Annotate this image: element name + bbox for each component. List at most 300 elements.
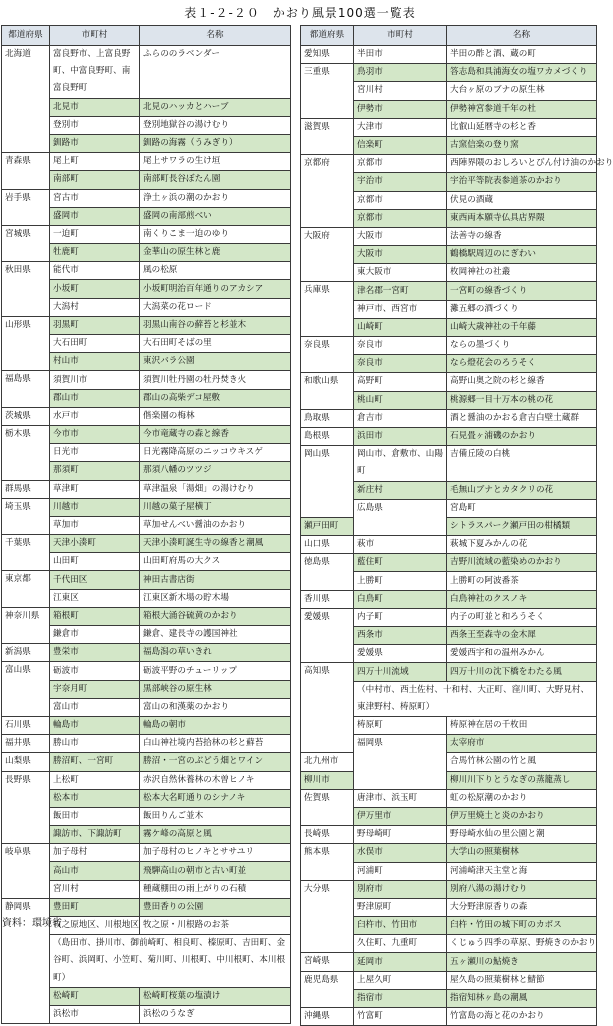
municipality-list-cell: （中村市、西土佐村、十和村、大正町、窪川町、大野見村、東津野村、梼原町） — [354, 681, 597, 716]
table-row — [301, 409, 597, 427]
scenery-name-cell: 上勝町の阿波番茶 — [447, 572, 597, 590]
table-row — [301, 554, 597, 572]
prefecture-cell: 静岡県 — [2, 898, 50, 1023]
table-row — [301, 64, 597, 82]
municipality-cell: 鳥羽市 — [354, 64, 447, 82]
scenery-name-cell: シトラスパーク瀬戸田の柑橘類 — [447, 517, 597, 535]
prefecture-cell: 鳥取県 — [301, 409, 354, 427]
table-row — [2, 844, 291, 862]
table-row — [301, 373, 597, 391]
scenery-name-cell: 法善寺の線香 — [447, 227, 597, 245]
municipality-cell: 郡山市 — [50, 389, 140, 407]
municipality-cell: 上勝町 — [354, 572, 447, 590]
header-city: 市町村 — [50, 26, 140, 46]
prefecture-cell: 長崎県 — [301, 826, 354, 844]
municipality-cell: 千代田区 — [50, 571, 140, 589]
municipality-cell: 内子町 — [354, 608, 447, 626]
table-row — [2, 753, 291, 771]
municipality-cell: 川越市 — [50, 498, 140, 516]
municipality-cell: 羽黒町 — [50, 316, 140, 334]
municipality-cell: 京都市 — [354, 191, 447, 209]
municipality-cell: 宇奈月町 — [50, 680, 140, 698]
table-row — [301, 446, 597, 481]
municipality-cell: 牡鹿町 — [50, 244, 140, 262]
table-row — [301, 663, 597, 681]
table-row — [301, 282, 597, 300]
table-row — [2, 644, 291, 662]
municipality-cell: 臼杵市、竹田市 — [354, 917, 447, 935]
left-table-body — [2, 46, 291, 1024]
municipality-cell: 村山市 — [50, 353, 140, 371]
prefecture-cell: 岩手県 — [2, 189, 50, 225]
scenery-name-cell: 釧路の海霧（うみぎり） — [140, 134, 291, 152]
scenery-name-cell: 屋久島の照葉樹林と鯖節 — [447, 971, 597, 989]
right-table — [300, 25, 613, 1026]
header-name: 名称 — [447, 26, 597, 46]
municipality-cell: 別府市 — [354, 880, 447, 898]
scenery-name-cell: 四万十川の沈下橋をわたる風 — [447, 663, 597, 681]
scenery-name-cell: 伊勢神宮参道千年の杜 — [447, 100, 597, 118]
municipality-cell: 松本市 — [50, 789, 140, 807]
scenery-name-cell: 北見のハッカとハーブ — [140, 98, 291, 116]
municipality-cell: 一迫町 — [50, 225, 140, 243]
municipality-cell: 豊田町 — [50, 898, 140, 916]
municipality-cell: 岡山市、倉敷市、山陽町 — [354, 446, 447, 481]
municipality-cell: 上屋久町 — [354, 971, 447, 989]
table-row — [2, 225, 291, 243]
municipality-cell: 箱根町 — [50, 607, 140, 625]
municipality-cell: 伊万里市 — [354, 807, 447, 825]
prefecture-cell: 秋田県 — [2, 262, 50, 317]
left-table — [1, 25, 291, 1024]
municipality-cell: 勝沼町、一宮町 — [50, 753, 140, 771]
municipality-cell: 須賀川市 — [50, 371, 140, 389]
scenery-name-cell: 鶴橋駅周辺のにぎわい — [447, 246, 597, 264]
scenery-name-cell: 浜松のうなぎ — [140, 1006, 291, 1024]
table-row — [2, 716, 291, 734]
prefecture-cell: 徳島県 — [301, 554, 354, 590]
scenery-name-cell: 盛岡の南部煎べい — [140, 207, 291, 225]
table-row — [301, 46, 597, 64]
prefecture-cell: 新潟県 — [2, 644, 50, 662]
scenery-name-cell: 大台ヶ原のブナの原生林 — [447, 82, 597, 100]
scenery-name-cell: 輪島の朝市 — [140, 716, 291, 734]
municipality-cell: 大石田町 — [50, 335, 140, 353]
scenery-name-cell: 灘五郷の酒づくり — [447, 300, 597, 318]
scenery-name-cell: 加子母村のヒノキとササユリ — [140, 844, 291, 862]
table-row — [301, 844, 597, 862]
municipality-list-cell: （島田市、掛川市、御前崎町、相良町、榛原町、吉田町、金谷町、浜岡町、小笠町、菊川町、川根町、中川根町、本川根町） — [50, 935, 291, 988]
scenery-name-cell: 河浦崎津天主堂と海 — [447, 862, 597, 880]
table-row — [2, 189, 291, 207]
table-row — [301, 590, 597, 608]
municipality-cell: 今市市 — [50, 425, 140, 443]
municipality-cell: 宇治市 — [354, 173, 447, 191]
scenery-name-cell: 東沢バラ公園 — [140, 353, 291, 371]
prefecture-cell: 沖縄県 — [301, 1008, 354, 1026]
table-row — [301, 155, 597, 173]
municipality-cell: 日光市 — [50, 444, 140, 462]
prefecture-cell: 北海道 — [2, 46, 50, 153]
municipality-cell: 山田町 — [50, 553, 140, 571]
scenery-name-cell: 西条王至森寺の金木犀 — [447, 627, 597, 645]
scenery-name-cell: 酒と醤油のかおる倉吉白壁土蔵群 — [447, 409, 597, 427]
table-row — [301, 880, 597, 898]
municipality-cell: 河浦町 — [354, 862, 447, 880]
municipality-cell: 藍住町 — [354, 554, 447, 572]
header-name: 名称 — [140, 26, 291, 46]
scenery-name-cell: 登別地獄谷の湯けむり — [140, 116, 291, 134]
scenery-name-cell: 砺波平野のチューリップ — [140, 662, 291, 680]
prefecture-cell: 長野県 — [2, 771, 50, 844]
prefecture-cell: 宮崎県 — [301, 953, 354, 971]
left-table-header — [2, 26, 291, 46]
scenery-name-cell: 牧之原・川根路のお茶 — [140, 917, 291, 935]
scenery-name-cell: ならの墨づくり — [447, 337, 597, 355]
scenery-name-cell: 比叡山延暦寺の杉と香 — [447, 118, 597, 136]
municipality-cell: 輪島市 — [50, 716, 140, 734]
municipality-cell: 高山市 — [50, 862, 140, 880]
municipality-cell: 京都市 — [354, 155, 447, 173]
municipality-cell: 四万十川流域 — [354, 663, 447, 681]
prefecture-cell: 山口県 — [301, 536, 354, 554]
scenery-name-cell: 南部町長谷ぼたん園 — [140, 171, 291, 189]
municipality-cell: 唐津市、浜玉町 — [354, 789, 447, 807]
prefecture-cell: 宮城県 — [2, 225, 50, 261]
table-row — [2, 262, 291, 280]
municipality-cell: 宮川村 — [50, 880, 140, 898]
right-table-body — [301, 46, 613, 1026]
scenery-name-cell: 野母崎水仙の里公園と潮 — [447, 826, 597, 844]
municipality-cell: 能代市 — [50, 262, 140, 280]
municipality-cell: 信楽町 — [354, 136, 447, 154]
table-row — [2, 371, 291, 389]
prefecture-cell: 島根県 — [301, 427, 354, 445]
municipality-cell: 砺波市 — [50, 662, 140, 680]
header-pref: 都道府県 — [301, 26, 354, 46]
municipality-cell: 浜田市 — [354, 427, 447, 445]
municipality-cell: 竹富町 — [354, 1008, 447, 1026]
scenery-name-cell: 毛無山ブナとカタクリの花 — [447, 481, 597, 499]
scenery-name-cell: 大学山の照葉樹林 — [447, 844, 597, 862]
prefecture-cell: 岡山県 — [301, 446, 354, 518]
scenery-name-cell: 飛騨高山の朝市と古い町並 — [140, 862, 291, 880]
scenery-name-cell: 草津温泉「湯畑」の湯けむり — [140, 480, 291, 498]
prefecture-cell: 高知県 — [301, 663, 354, 753]
municipality-cell: 鎌倉市 — [50, 626, 140, 644]
prefecture-cell: 鹿児島県 — [301, 971, 354, 1007]
municipality-cell: 奈良市 — [354, 337, 447, 355]
scenery-name-cell: 豊田香りの公園 — [140, 898, 291, 916]
municipality-cell: 白鳥町 — [354, 590, 447, 608]
municipality-cell: 豊栄市 — [50, 644, 140, 662]
scenery-name-cell: 小坂町明治百年通りのアカシア — [140, 280, 291, 298]
municipality-cell: 草津町 — [50, 480, 140, 498]
scenery-name-cell: ふらののラベンダー — [140, 46, 291, 99]
municipality-cell: 釧路市 — [50, 134, 140, 152]
table-row — [301, 118, 597, 136]
municipality-cell: 盛岡市 — [50, 207, 140, 225]
scenery-name-cell: 鎌倉、建長寺の護国神社 — [140, 626, 291, 644]
municipality-cell: 登別市 — [50, 116, 140, 134]
municipality-cell: 宮古市 — [50, 189, 140, 207]
prefecture-cell: 三重県 — [301, 64, 354, 119]
table-row — [2, 407, 291, 425]
municipality-cell: 梼原町 — [354, 717, 447, 735]
scenery-name-cell: 宇治平等院表参道茶のかおり — [447, 173, 597, 191]
municipality-cell: 富山市 — [50, 698, 140, 716]
prefecture-cell: 東京都 — [2, 571, 50, 607]
table-row — [301, 337, 597, 355]
scenery-name-cell: 東西両本願寺仏具店界隈 — [447, 209, 597, 227]
prefecture-cell: 滋賀県 — [301, 118, 354, 154]
municipality-cell: 西条市 — [354, 627, 447, 645]
scenery-name-cell: 別府八湯の湯けむり — [447, 880, 597, 898]
table-row — [301, 771, 597, 789]
prefecture-cell: 神奈川県 — [2, 607, 50, 643]
scenery-name-cell: 富山の和漢薬のかおり — [140, 698, 291, 716]
scenery-name-cell: 天津小湊町誕生寺の線香と潮風 — [140, 535, 291, 553]
scenery-name-cell: 川越の菓子屋横丁 — [140, 498, 291, 516]
municipality-cell: 倉吉市 — [354, 409, 447, 427]
municipality-cell: 大潟村 — [50, 298, 140, 316]
municipality-cell: 草加市 — [50, 516, 140, 534]
municipality-cell: 津名郡一宮町 — [354, 282, 447, 300]
scenery-name-cell: 勝沼・一宮のぶどう畑とワイン — [140, 753, 291, 771]
municipality-cell: 瀬戸田町 — [301, 517, 354, 535]
municipality-cell: 松崎町 — [50, 987, 140, 1005]
scenery-name-cell: なら燈花会のろうそく — [447, 355, 597, 373]
municipality-cell: 北九州市 — [301, 753, 354, 771]
prefecture-cell: 富山県 — [2, 662, 50, 717]
scenery-name-cell: 白鳥神社のクスノキ — [447, 590, 597, 608]
municipality-cell: 柳川市 — [301, 771, 354, 789]
table-row — [301, 826, 597, 844]
scenery-name-cell: 松崎町桜葉の塩漬け — [140, 987, 291, 1005]
municipality-cell: 宮島町 — [447, 499, 597, 517]
table-row — [2, 662, 291, 680]
scenery-name-cell: くじゅう四季の草原、野焼きのかおり — [447, 935, 597, 953]
prefecture-cell: 熊本県 — [301, 844, 354, 880]
municipality-cell: 半田市 — [354, 46, 447, 64]
prefecture-cell: 千葉県 — [2, 535, 50, 571]
table-row — [301, 753, 597, 771]
scenery-name-cell: 梼原神在居の千枚田 — [447, 717, 597, 735]
table-row — [301, 608, 597, 626]
municipality-cell: 富良野市、上富良野町、中富良野町、南富良野町 — [50, 46, 140, 99]
municipality-cell: 那須町 — [50, 462, 140, 480]
right-table-header — [301, 26, 597, 46]
municipality-cell: 神戸市、西宮市 — [354, 300, 447, 318]
table-row — [2, 771, 291, 789]
prefecture-cell: 兵庫県 — [301, 282, 354, 337]
municipality-cell: 萩市 — [354, 536, 447, 554]
municipality-cell: 大阪市 — [354, 227, 447, 245]
scenery-name-cell: 虹の松原潮のかおり — [447, 789, 597, 807]
prefecture-cell: 岐阜県 — [2, 844, 50, 899]
municipality-cell: 奈良市 — [354, 355, 447, 373]
prefecture-cell: 愛媛県 — [301, 608, 354, 663]
scenery-name-cell: 金華山の原生林と鹿 — [140, 244, 291, 262]
municipality-cell: 加子母村 — [50, 844, 140, 862]
scenery-name-cell: 白山神社境内苔拾林の杉と蘚苔 — [140, 735, 291, 753]
municipality-cell: 指宿市 — [354, 989, 447, 1007]
scenery-name-cell: 神田古書店街 — [140, 571, 291, 589]
municipality-cell: 尾上町 — [50, 153, 140, 171]
prefecture-cell: 青森県 — [2, 153, 50, 189]
municipality-cell: 高野町 — [354, 373, 447, 391]
table-row — [2, 316, 291, 334]
scenery-name-cell: 種蔵棚田の雨上がりの石積 — [140, 880, 291, 898]
municipality-cell: 浜松市 — [50, 1006, 140, 1024]
municipality-cell: 飯田市 — [50, 807, 140, 825]
prefecture-cell: 栃木県 — [2, 425, 50, 480]
scenery-name-cell: 草加せんべい醤油のかおり — [140, 516, 291, 534]
table-row — [301, 427, 597, 445]
scenery-name-cell: 吉野川流域の藍染めのかおり — [447, 554, 597, 572]
header-city: 市町村 — [354, 26, 447, 46]
municipality-cell: 野津原町 — [354, 898, 447, 916]
table-row — [2, 425, 291, 443]
table-row — [2, 735, 291, 753]
prefecture-cell: 香川県 — [301, 590, 354, 608]
scenery-name-cell: 石見畳ヶ浦磯のかおり — [447, 427, 597, 445]
scenery-name-cell: 松本大名町通りのシナノキ — [140, 789, 291, 807]
scenery-name-cell: 柳川川下りとうなぎの蒸籠蒸し — [447, 771, 597, 789]
scenery-name-cell: 偕楽園の梅林 — [140, 407, 291, 425]
scenery-name-cell: 古窯信楽の登り窯 — [447, 136, 597, 154]
scenery-name-cell: 大分野津原香りの森 — [447, 898, 597, 916]
scenery-name-cell: 一宮町の線香づくり — [447, 282, 597, 300]
prefecture-cell: 奈良県 — [301, 337, 354, 373]
scenery-name-cell: 桃源郷一目十万本の桃の花 — [447, 391, 597, 409]
prefecture-cell: 山梨県 — [2, 753, 50, 771]
municipality-cell: 水戸市 — [50, 407, 140, 425]
municipality-cell: 京都市 — [354, 209, 447, 227]
table-row — [301, 536, 597, 554]
scenery-name-cell: 答志島和具浦海女の塩ワカメづくり — [447, 64, 597, 82]
municipality-cell: 宮川村 — [354, 82, 447, 100]
scenery-name-cell: 那須八幡のツツジ — [140, 462, 291, 480]
scenery-name-cell: 今市竜蔵寺の森と線香 — [140, 425, 291, 443]
scenery-name-cell: 郡山の高柴デコ屋敷 — [140, 389, 291, 407]
scenery-name-cell: 指宿知林ヶ島の潮風 — [447, 989, 597, 1007]
municipality-cell: 江東区 — [50, 589, 140, 607]
prefecture-cell: 福島県 — [2, 371, 50, 407]
scenery-name-cell: 伏見の酒蔵 — [447, 191, 597, 209]
scenery-name-cell: 赤沢自然休養林の木曽ヒノキ — [140, 771, 291, 789]
scenery-name-cell: 竹富島の海と花のかおり — [447, 1008, 597, 1026]
municipality-cell: 北見市 — [50, 98, 140, 116]
scenery-name-cell: 大石田町そばの里 — [140, 335, 291, 353]
municipality-cell: 伊勢市 — [354, 100, 447, 118]
scenery-name-cell: 黒部峡谷の原生林 — [140, 680, 291, 698]
municipality-cell: 上松町 — [50, 771, 140, 789]
scenery-name-cell: 五ヶ瀬川の鮎焼き — [447, 953, 597, 971]
table-row — [301, 953, 597, 971]
scenery-name-cell: 飯田りんご並木 — [140, 807, 291, 825]
scenery-name-cell: 南くりこま一迫のゆり — [140, 225, 291, 243]
prefecture-cell: 茨城県 — [2, 407, 50, 425]
prefecture-cell: 京都府 — [301, 155, 354, 228]
prefecture-cell: 広島県 — [354, 499, 447, 535]
prefecture-cell: 群馬県 — [2, 480, 50, 498]
scenery-name-cell: 須賀川牡丹園の牡丹焚き火 — [140, 371, 291, 389]
scenery-name-cell: 合馬竹林公園の竹と風 — [447, 753, 597, 771]
scenery-name-cell: 日光霧降高原のニッコウキスゲ — [140, 444, 291, 462]
prefecture-cell: 石川県 — [2, 716, 50, 734]
scenery-name-cell: 尾上サワラの生け垣 — [140, 153, 291, 171]
scenery-name-cell: 半田の酢と酒、蔵の町 — [447, 46, 597, 64]
municipality-cell: 小坂町 — [50, 280, 140, 298]
table-row — [301, 1008, 597, 1026]
header-pref: 都道府県 — [2, 26, 50, 46]
source-note: 資料：環境省 — [2, 918, 62, 929]
scenery-name-cell: 枚岡神社の社叢 — [447, 264, 597, 282]
prefecture-cell: 大分県 — [301, 880, 354, 953]
municipality-cell: 東大阪市 — [354, 264, 447, 282]
table-row — [2, 153, 291, 171]
table-row — [301, 227, 597, 245]
municipality-cell: 水俣市 — [354, 844, 447, 862]
scenery-name-cell: 江東区新木場の貯木場 — [140, 589, 291, 607]
scenery-name-cell: 山田町府馬の大クス — [140, 553, 291, 571]
municipality-cell: 牧之原地区、川根地区 — [50, 917, 140, 935]
prefecture-cell: 佐賀県 — [301, 789, 354, 825]
prefecture-cell: 和歌山県 — [301, 373, 354, 409]
scenery-name-cell: 山崎大歳神社の千年藤 — [447, 318, 597, 336]
table-row — [301, 517, 597, 535]
scenery-name-cell: 高野山奥之院の杉と線香 — [447, 373, 597, 391]
municipality-cell: 延岡市 — [354, 953, 447, 971]
scenery-name-cell: 臼杵・竹田の城下町のカボス — [447, 917, 597, 935]
table-row — [2, 480, 291, 498]
municipality-cell: 南部町 — [50, 171, 140, 189]
scenery-name-cell: 福島潟の草いきれ — [140, 644, 291, 662]
municipality-cell: 久住町、九重町 — [354, 935, 447, 953]
scenery-name-cell: 西陣界隈のおしろいとびん付け油のかおり — [447, 155, 597, 173]
scenery-name-cell: 霧ケ峰の高原と風 — [140, 826, 291, 844]
scenery-name-cell: 箱根大涌谷硫黄のかおり — [140, 607, 291, 625]
municipality-cell: 勝山市 — [50, 735, 140, 753]
scenery-name-cell: 伊万里焼土と炎のかおり — [447, 807, 597, 825]
municipality-cell: 大阪市 — [354, 246, 447, 264]
prefecture-cell: 大阪府 — [301, 227, 354, 282]
scenery-name-cell: 内子の町並と和ろうそく — [447, 608, 597, 626]
municipality-cell: 太宰府市 — [447, 735, 597, 753]
municipality-cell: 天津小湊町 — [50, 535, 140, 553]
scenery-name-cell: 愛媛西宇和の温州みかん — [447, 645, 597, 663]
municipality-cell: 新庄村 — [354, 481, 447, 499]
scenery-name-cell: 羽黒山南谷の蘚苔と杉並木 — [140, 316, 291, 334]
table-row — [2, 607, 291, 625]
municipality-cell: 桃山町 — [354, 391, 447, 409]
municipality-cell: 野母崎町 — [354, 826, 447, 844]
table-row — [2, 46, 291, 99]
prefecture-cell: 愛知県 — [301, 46, 354, 64]
page-title: 表１-２-２０ かおり風景100選一覧表 — [184, 6, 416, 20]
municipality-cell: 諏訪市、下諏訪町 — [50, 826, 140, 844]
municipality-cell: 山崎町 — [354, 318, 447, 336]
prefecture-cell: 福井県 — [2, 735, 50, 753]
municipality-cell: 大津市 — [354, 118, 447, 136]
table-row — [2, 571, 291, 589]
table-row — [2, 498, 291, 516]
scenery-name-cell: 風の松原 — [140, 262, 291, 280]
prefecture-cell: 山形県 — [2, 316, 50, 371]
table-row — [301, 971, 597, 989]
scenery-name-cell: 吉備丘陵の白桃 — [447, 446, 597, 481]
